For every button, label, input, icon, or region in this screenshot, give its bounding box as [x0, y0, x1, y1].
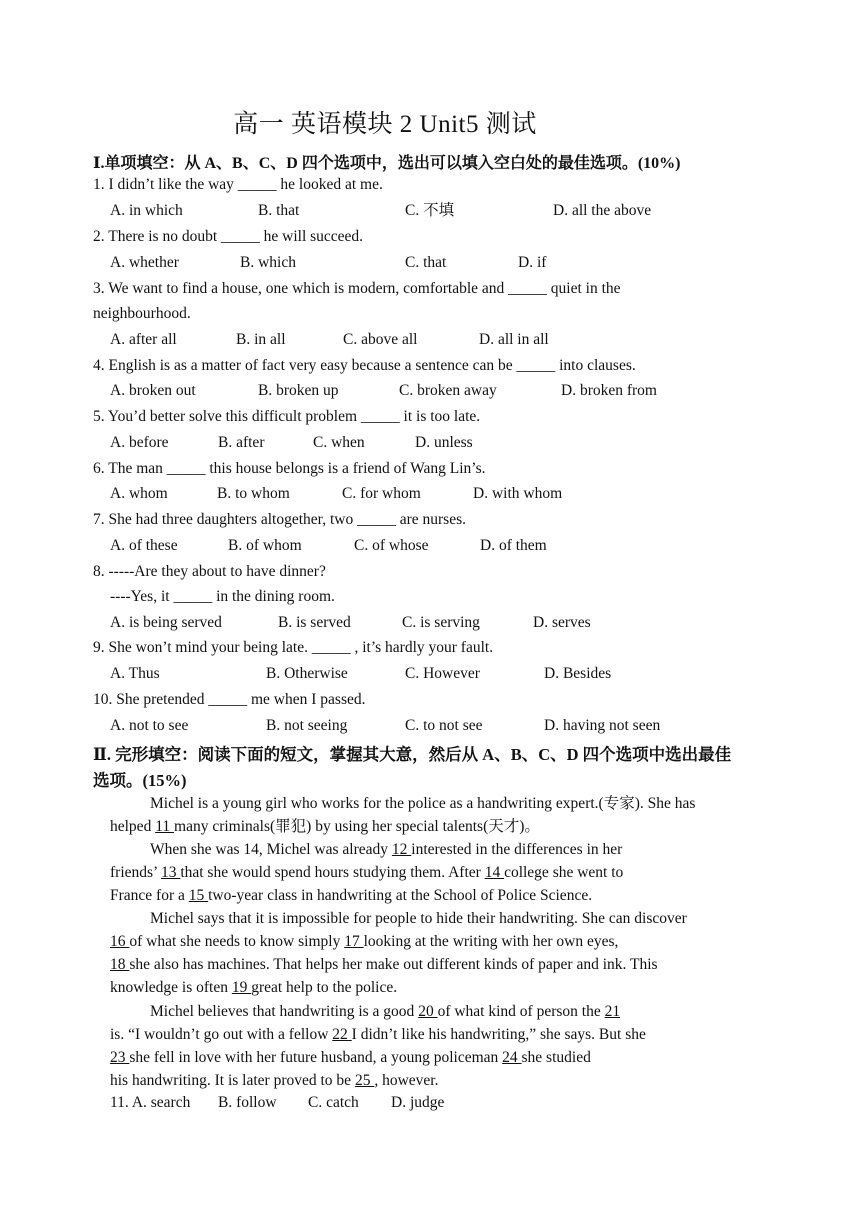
option-d: D. unless — [415, 434, 473, 451]
option-d: D. having not seen — [544, 717, 661, 734]
option-a: A. of these — [110, 537, 178, 554]
blank-20[interactable]: 20 — [418, 1003, 438, 1020]
option-a: A. before — [110, 434, 169, 451]
option-b: B. to whom — [217, 485, 290, 502]
blank-25[interactable]: 25 — [354, 1072, 375, 1089]
option-b: B. that — [258, 202, 300, 219]
option-a: A. in which — [110, 202, 183, 219]
blank-11[interactable]: 11 — [155, 818, 175, 835]
option-c: C. of whose — [354, 537, 429, 554]
option-d: D. of them — [480, 537, 547, 554]
blank-16[interactable]: 16 — [110, 933, 130, 950]
option-b: B. broken up — [258, 382, 339, 399]
option-b: B. which — [240, 254, 296, 271]
page-title: 高一 英语模块 2 Unit5 测试 — [233, 111, 537, 138]
blank-12[interactable]: 12 — [391, 841, 412, 858]
option-c: C. for whom — [342, 485, 421, 502]
blank-17[interactable]: 17 — [344, 933, 364, 950]
question-4-stem: 4. English is as a matter of fact very easy because a sentence can be _____ into clauses. — [93, 357, 636, 374]
question-5-stem: 5. You’d better solve this difficult problem _____ it is too late. — [93, 408, 481, 425]
passage-paragraph-2: When she was 14, Michel was already 12 interested in the differences in her friends’ 13 that she would spend hours studying them. After 14 college she went to France for a 15 two-year class in handwriting at the School of Police Science. — [110, 841, 624, 904]
option-a: A. broken out — [110, 382, 196, 399]
blank-23[interactable]: 23 — [110, 1049, 130, 1066]
option-a: 11. A. search — [110, 1094, 191, 1111]
option-c: C. is serving — [402, 614, 480, 631]
option-d: D. all in all — [479, 331, 549, 348]
option-d: D. all the above — [553, 202, 652, 219]
option-a: A. whether — [110, 254, 179, 271]
option-c: C. 不填 — [405, 202, 455, 219]
option-a: A. Thus — [110, 665, 160, 682]
question-3-stem-continued: neighbourhood. — [93, 305, 191, 322]
option-b: B. not seeing — [266, 717, 348, 734]
option-c: C. However — [405, 665, 480, 682]
passage-paragraph-4: Michel believes that handwriting is a good 20 of what kind of person the 21 is. “I wouldn’t go out with a fellow 22 I didn’t like his handwriting,” she says. But she 23 she fell in love with her future husband, a young policeman 24 she studied his handwriting. It is later proved to be 25 , however. — [110, 1003, 646, 1089]
option-b: B. in all — [236, 331, 286, 348]
question-10-stem: 10. She pretended _____ me when I passed. — [93, 691, 366, 708]
option-c: C. to not see — [405, 717, 483, 734]
option-a: A. not to see — [110, 717, 189, 734]
option-b: B. after — [218, 434, 265, 451]
blank-19[interactable]: 19 — [231, 979, 252, 996]
option-a: A. after all — [110, 331, 177, 348]
option-c: C. above all — [343, 331, 418, 348]
blank-13[interactable]: 13 — [160, 864, 181, 881]
blank-18[interactable]: 18 — [110, 956, 130, 973]
option-d: D. judge — [391, 1094, 445, 1111]
option-d: D. with whom — [473, 485, 563, 502]
option-c: C. that — [405, 254, 447, 271]
section-2-heading: Ⅱ. 完形填空：阅读下面的短文，掌握其大意，然后从 A、B、C、D 四个选项中选出最佳 — [93, 745, 732, 764]
blank-14[interactable]: 14 — [484, 864, 505, 881]
question-6-stem: 6. The man _____ this house belongs is a friend of Wang Lin’s. — [93, 460, 486, 477]
question-9-stem: 9. She won’t mind your being late. _____ , it’s hardly your fault. — [93, 639, 494, 656]
question-2-stem: 2. There is no doubt _____ he will succeed. — [93, 228, 364, 245]
option-c: C. broken away — [399, 382, 497, 399]
blank-22[interactable]: 22 — [332, 1026, 352, 1043]
blank-24[interactable]: 24 — [502, 1049, 522, 1066]
option-b: B. is served — [278, 614, 351, 631]
option-d: D. Besides — [544, 665, 612, 682]
option-b: B. of whom — [228, 537, 302, 554]
question-7-stem: 7. She had three daughters altogether, two _____ are nurses. — [93, 511, 466, 528]
passage-paragraph-3: Michel says that it is impossible for people to hide their handwriting. She can discover 16 of what she needs to know simply 17 looking at the writing with her own eyes, 18 she also has machines. That helps her make out different kinds of paper and ink. This knowledge is often 19 great help to the police. — [110, 910, 687, 996]
option-d: D. serves — [533, 614, 591, 631]
passage-paragraph-1: Michel is a young girl who works for the police as a handwriting expert.(专家). She has helped 11 many criminals(罪犯) by using her special talents(天才)。 — [110, 795, 696, 835]
question-1-stem: 1. I didn’t like the way _____ he looked at me. — [93, 176, 383, 193]
question-3-stem: 3. We want to find a house, one which is modern, comfortable and _____ quiet in the — [93, 280, 621, 297]
section-2-heading-continued: 选项。(15%) — [93, 771, 187, 790]
blank-21[interactable]: 21 — [604, 1003, 621, 1020]
option-c: C. catch — [308, 1094, 359, 1111]
option-b: B. follow — [218, 1094, 277, 1111]
question-8-stem: 8. -----Are they about to have dinner? — [93, 563, 326, 580]
option-a: A. whom — [110, 485, 168, 502]
option-a: A. is being served — [110, 614, 222, 631]
option-d: D. if — [518, 254, 547, 271]
option-c: C. when — [313, 434, 365, 451]
option-b: B. Otherwise — [266, 665, 348, 682]
blank-15[interactable]: 15 — [188, 887, 209, 904]
section-1-heading: Ⅰ.单项填空：从 A、B、C、D 四个选项中，选出可以填入空白处的最佳选项。(10%) — [93, 155, 681, 172]
option-d: D. broken from — [561, 382, 657, 399]
question-8-stem-continued: ----Yes, it _____ in the dining room. — [110, 588, 335, 605]
